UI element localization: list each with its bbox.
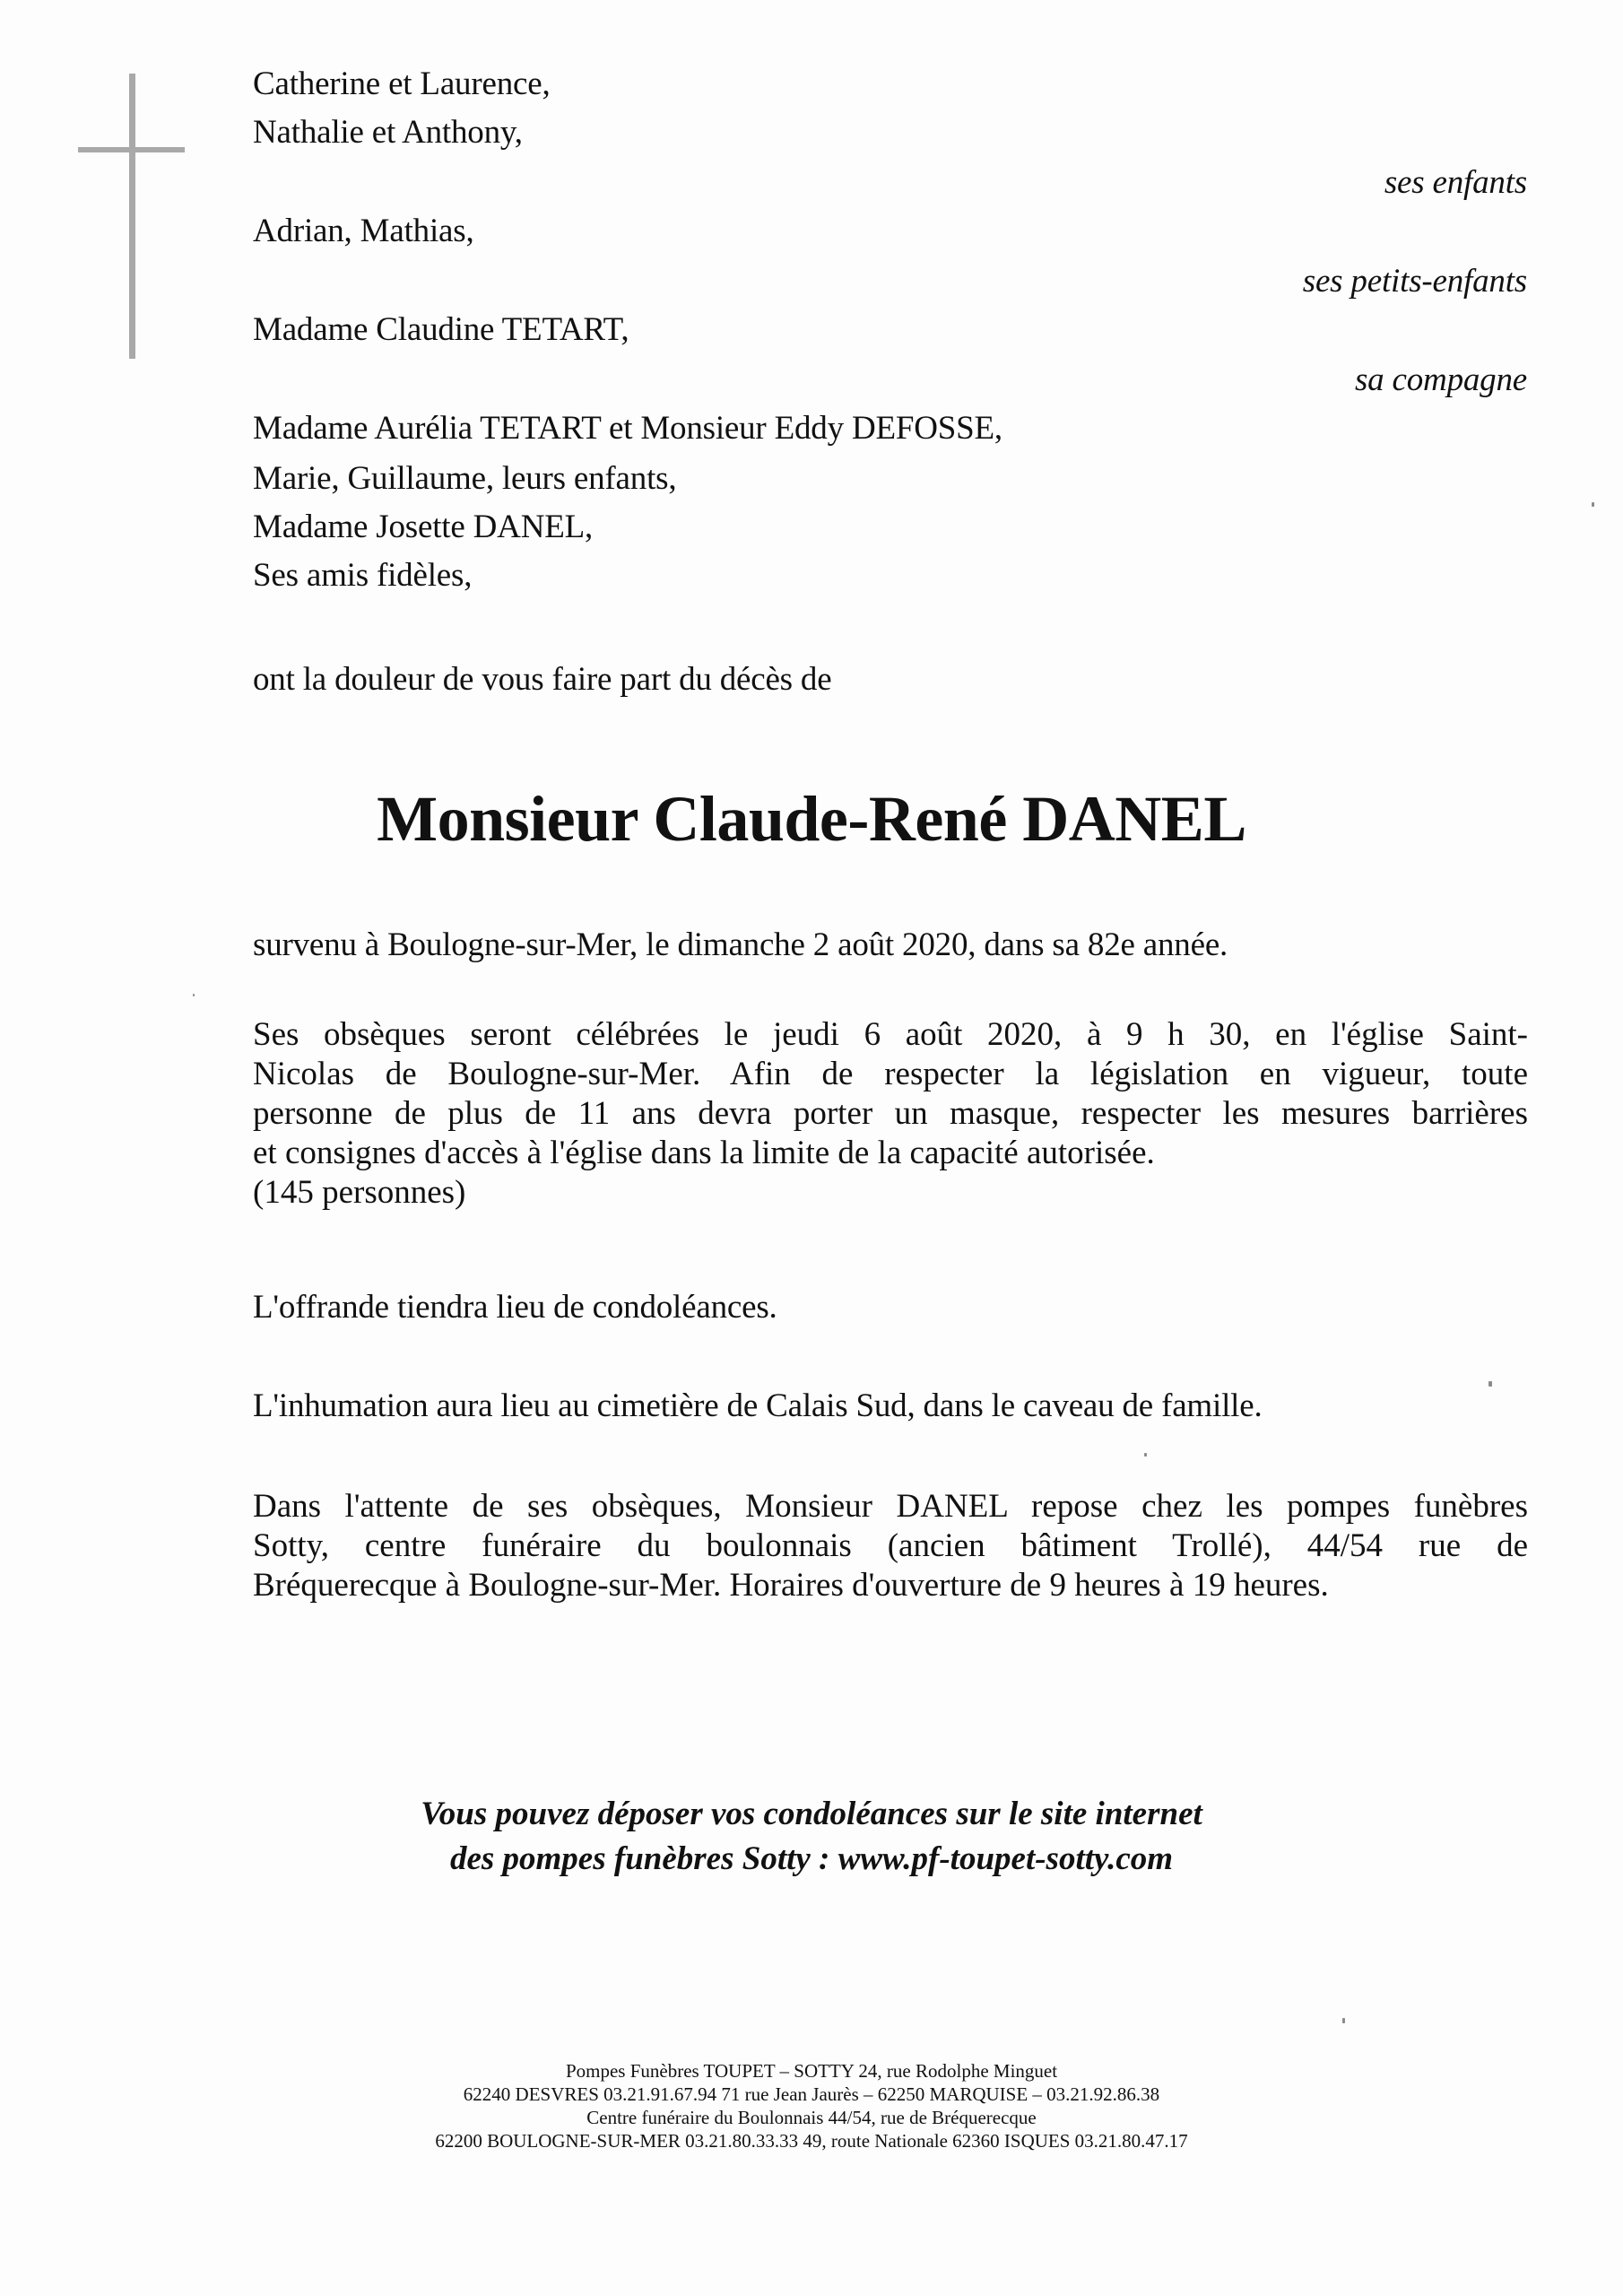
burial-text: L'inhumation aura lieu au cimetière de Calais Sud, dans le caveau de famille. [253,1387,1263,1424]
death-info: survenu à Boulogne-sur-Mer, le dimanche 2 août 2020, dans sa 82e année. [253,926,1228,963]
condolences-line-1: Vous pouvez déposer vos condoléances sur le site internet [421,1796,1202,1832]
funeral-line: et consignes d'accès à l'église dans la limite de la capacité autorisée. [253,1135,1155,1171]
scan-speck [193,994,195,996]
family-line: Catherine et Laurence, [253,65,551,102]
footer-line: Pompes Funèbres TOUPET – SOTTY 24, rue Rodolphe Minguet [565,2060,1058,2082]
footer-line: 62200 BOULOGNE-SUR-MER 03.21.80.33.33 49, route Nationale 62360 ISQUES 03.21.80.47.17 [435,2130,1188,2152]
condolences-notice [0,1792,1623,1882]
scan-speck [1342,2018,1345,2023]
scan-speck [1488,1381,1492,1387]
scan-speck [1144,1453,1147,1457]
funeral-line: Nicolas de Boulogne-sur-Mer. Afin de respecter la législation en vigueur, toute [253,1056,1528,1092]
funeral-line: Ses obsèques seront célébrées le jeudi 6 août 2020, à 9 h 30, en l'église Saint- [253,1016,1528,1053]
rest-place-line: Sotty, centre funéraire du boulonnais (ancien bâtiment Trollé), 44/54 rue de [253,1527,1528,1564]
funeral-paragraph [253,1015,1528,1213]
deceased-name: Monsieur Claude-René DANEL [377,783,1246,855]
footer-line: 62240 DESVRES 03.21.91.67.94 71 rue Jean Jaurès – 62250 MARQUISE – 03.21.92.86.38 [463,2083,1160,2105]
scan-speck [1592,502,1594,507]
family-line: Madame Josette DANEL, [253,509,594,545]
offering-text: L'offrande tiendra lieu de condoléances. [253,1289,777,1326]
announcement-text: ont la douleur de vous faire part du décès de [253,661,832,698]
condolences-line-2-website[interactable]: des pompes funèbres Sotty : www.pf-toupet-sotty.com [449,1840,1174,1877]
rest-place-line: Bréquerecque à Boulogne-sur-Mer. Horaires d'ouverture de 9 heures à 19 heures. [253,1567,1329,1604]
family-line: Madame Aurélia TETART et Monsieur Eddy DEFOSSE, [253,410,1002,447]
funeral-line: (145 personnes) [253,1174,466,1211]
family-line: Ses amis fidèles, [253,557,473,594]
rest-place-paragraph [253,1487,1528,1605]
family-line: Adrian, Mathias, [253,213,474,249]
family-line: Madame Claudine TETART, [253,311,629,348]
role-label: ses enfants [1384,164,1527,201]
footer-line: Centre funéraire du Boulonnais 44/54, rue de Bréquerecque [586,2107,1037,2128]
role-label: ses petits-enfants [1302,263,1527,300]
family-line: Nathalie et Anthony, [253,114,523,151]
cross-vertical-bar [129,74,135,359]
role-label: sa compagne [1354,361,1527,398]
funeral-line: personne de plus de 11 ans devra porter un masque, respecter les mesures barrières [253,1095,1528,1132]
funeral-home-footer [0,2059,1623,2152]
cross-horizontal-bar [78,147,185,152]
family-line: Marie, Guillaume, leurs enfants, [253,460,677,497]
rest-place-line: Dans l'attente de ses obsèques, Monsieur DANEL repose chez les pompes funèbres [253,1488,1528,1525]
